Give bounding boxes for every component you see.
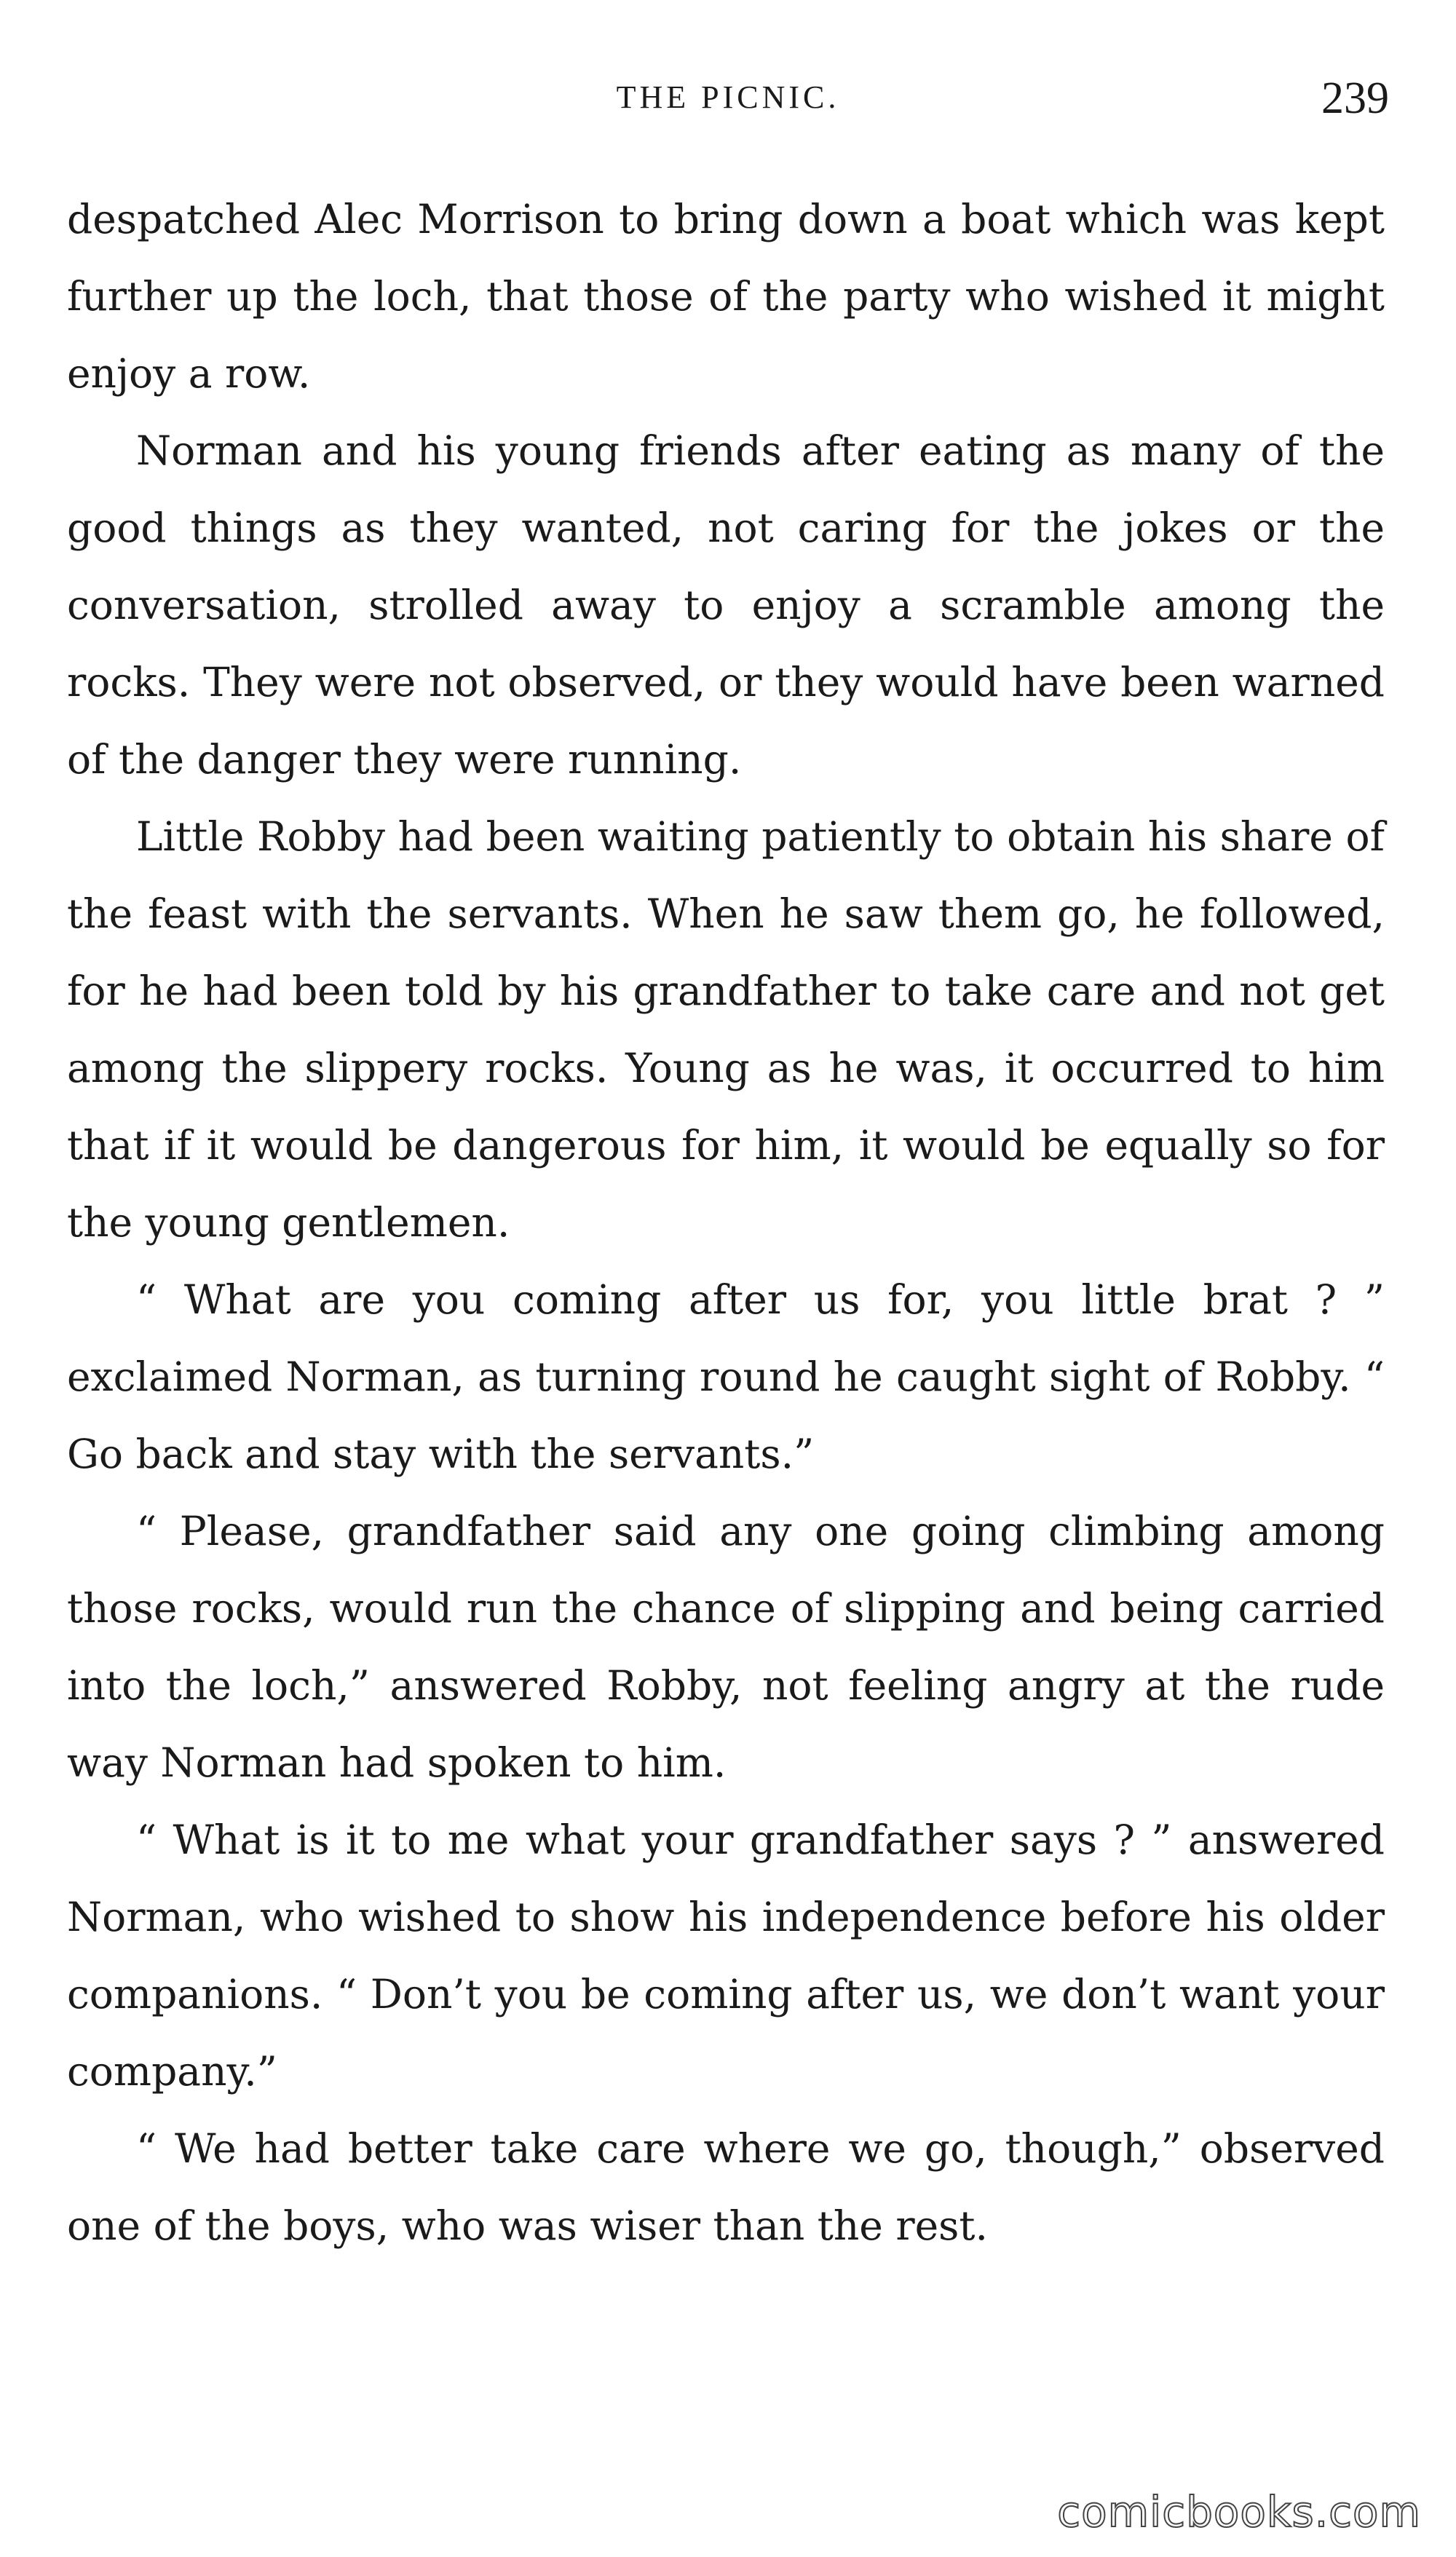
- paragraph: “ We had better take care where we go, though,” observed one of the boys, who was wiser than the rest.: [67, 2125, 1385, 2249]
- paragraph: Norman and his young friends after eating as many of the good things as they wanted, not caring for the jokes or the conversation, strolled away to enjoy a scramble among the rocks. They were not observed, or they would have been warned of the danger they were running.: [67, 427, 1385, 783]
- chapter-title: THE PICNIC.: [616, 79, 840, 115]
- paragraph: “ What is it to me what your grandfather says ? ” answered Norman, who wished to show his independence before his older companions. “ Don’t you be coming after us, we don’t want your company.”: [67, 1817, 1385, 2095]
- paragraph: Little Robby had been waiting patiently to obtain his share of the feast with the servants. When he saw them go, he followed, for he had been told by his grandfather to take care and not get among the slippery rocks. Young as he was, it occurred to him that if it would be dangerous for him, it would be equally so for the young gentlemen.: [67, 813, 1385, 1246]
- paragraph-continued: despatched Alec Morrison to bring down a boat which was kept further up the loch, that those of the party who wished it might enjoy a row.: [67, 196, 1385, 397]
- page-number: 239: [1321, 74, 1389, 123]
- running-header: [0, 74, 1456, 130]
- body-text: [67, 181, 1385, 2264]
- watermark: comicbooks.com: [1057, 2487, 1421, 2537]
- paragraph: “ What are you coming after us for, you little brat ? ” exclaimed Norman, as turning round he caught sight of Robby. “ Go back and stay with the servants.”: [67, 1276, 1385, 1477]
- paragraph: “ Please, grandfather said any one going climbing among those rocks, would run the chance of slipping and being carried into the loch,” answered Robby, not feeling angry at the rude way Norman had spoken to him.: [67, 1508, 1385, 1786]
